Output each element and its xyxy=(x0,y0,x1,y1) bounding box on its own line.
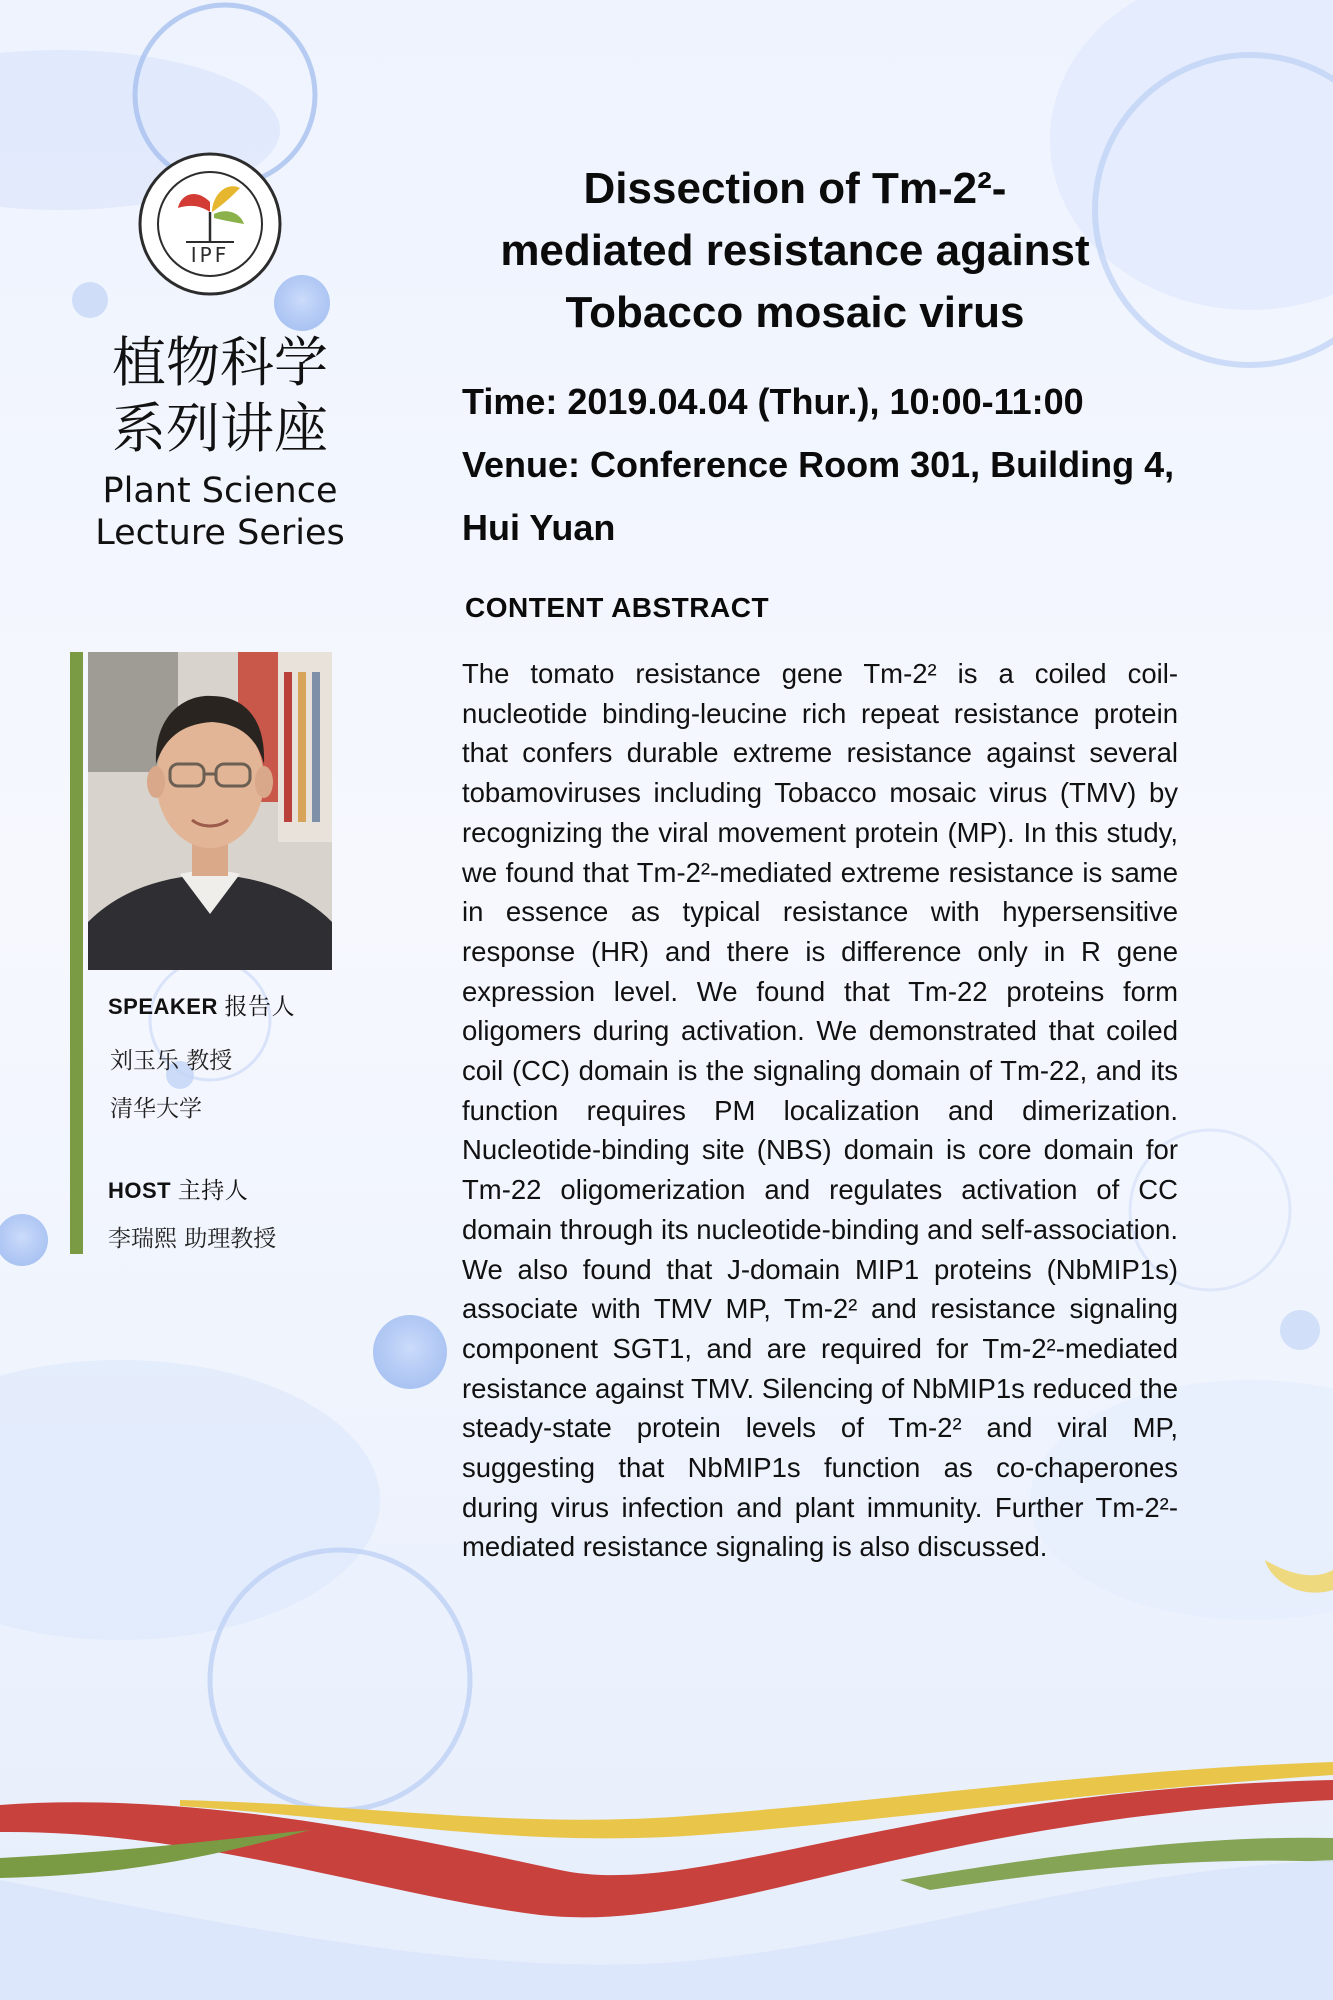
series-title-chinese xyxy=(60,330,380,462)
event-time: Time: 2019.04.04 (Thur.), 10:00-11:00 xyxy=(462,381,1084,422)
abstract-heading: CONTENT ABSTRACT xyxy=(465,592,770,623)
host-name: 李瑞熙 助理教授 xyxy=(108,1226,277,1252)
speaker-heading-cn: 报告人 xyxy=(224,994,295,1020)
series-title-english xyxy=(60,470,380,554)
series-title-cn-line1: 植物科学 xyxy=(112,331,328,394)
series-title-en-line1: Plant Science xyxy=(102,471,338,511)
event-venue-line2: Hui Yuan xyxy=(462,507,616,548)
talk-title-line2: mediated resistance against xyxy=(500,226,1090,275)
speaker-name: 刘玉乐 教授 xyxy=(110,1048,233,1074)
series-title-cn-line2: 系列讲座 xyxy=(112,397,328,460)
speaker-photo xyxy=(88,652,332,970)
talk-title-line1: Dissection of Tm-2²- xyxy=(583,164,1007,213)
host-heading-cn: 主持人 xyxy=(177,1178,249,1204)
speaker-heading xyxy=(108,988,295,1021)
event-details xyxy=(462,370,1202,559)
abstract-body: The tomato resistance gene Tm-2² is a coiled coil-nucleotide binding-leucine rich repeat resistance protein that confers durable extreme resistance against several tobamoviruses including Tobacco mosaic virus (TMV) by recognizing the viral movement protein (MP). In this study, we found that Tm-2²-mediated extreme resistance is same in essence as typical resistance with hypersensitive response (HR) and there is difference only in R gene expression level. We found that Tm-22 proteins form oligomers during activation. We demonstrated that coiled coil (CC) domain is the signaling domain of Tm-22, and its function requires PM localization and dimerization. Nucleotide-binding site (NBS) domain is core domain for Tm-22 oligomerization and regulates activation of CC domain through its nucleotide-binding and self-association. We also found that J-domain MIP1 proteins (NbMIP1s) associate with TMV MP, Tm-2² and resistance signaling component SGT1, and are required for Tm-2²-mediated resistance against TMV. Silencing of NbMIP1s reduced the steady-state protein levels of Tm-2² and viral MP, suggesting that NbMIP1s function as co-chaperones during virus infection and plant immunity. Further Tm-2²-mediated resistance signaling is also discussed. xyxy=(462,658,1178,1563)
speaker-heading-en: SPEAKER xyxy=(108,994,218,1019)
speaker-affiliation: 清华大学 xyxy=(110,1096,202,1122)
institute-logo xyxy=(136,150,284,298)
talk-title-line3: Tobacco mosaic virus xyxy=(565,288,1025,337)
host-heading-en: HOST xyxy=(108,1178,172,1203)
host-heading xyxy=(108,1172,248,1205)
event-venue-line1: Venue: Conference Room 301, Building 4, xyxy=(462,444,1175,485)
accent-bar xyxy=(70,652,83,1254)
talk-title xyxy=(440,158,1150,344)
series-title-en-line2: Lecture Series xyxy=(95,513,345,553)
svg-text:IPF: IPF xyxy=(190,243,230,267)
